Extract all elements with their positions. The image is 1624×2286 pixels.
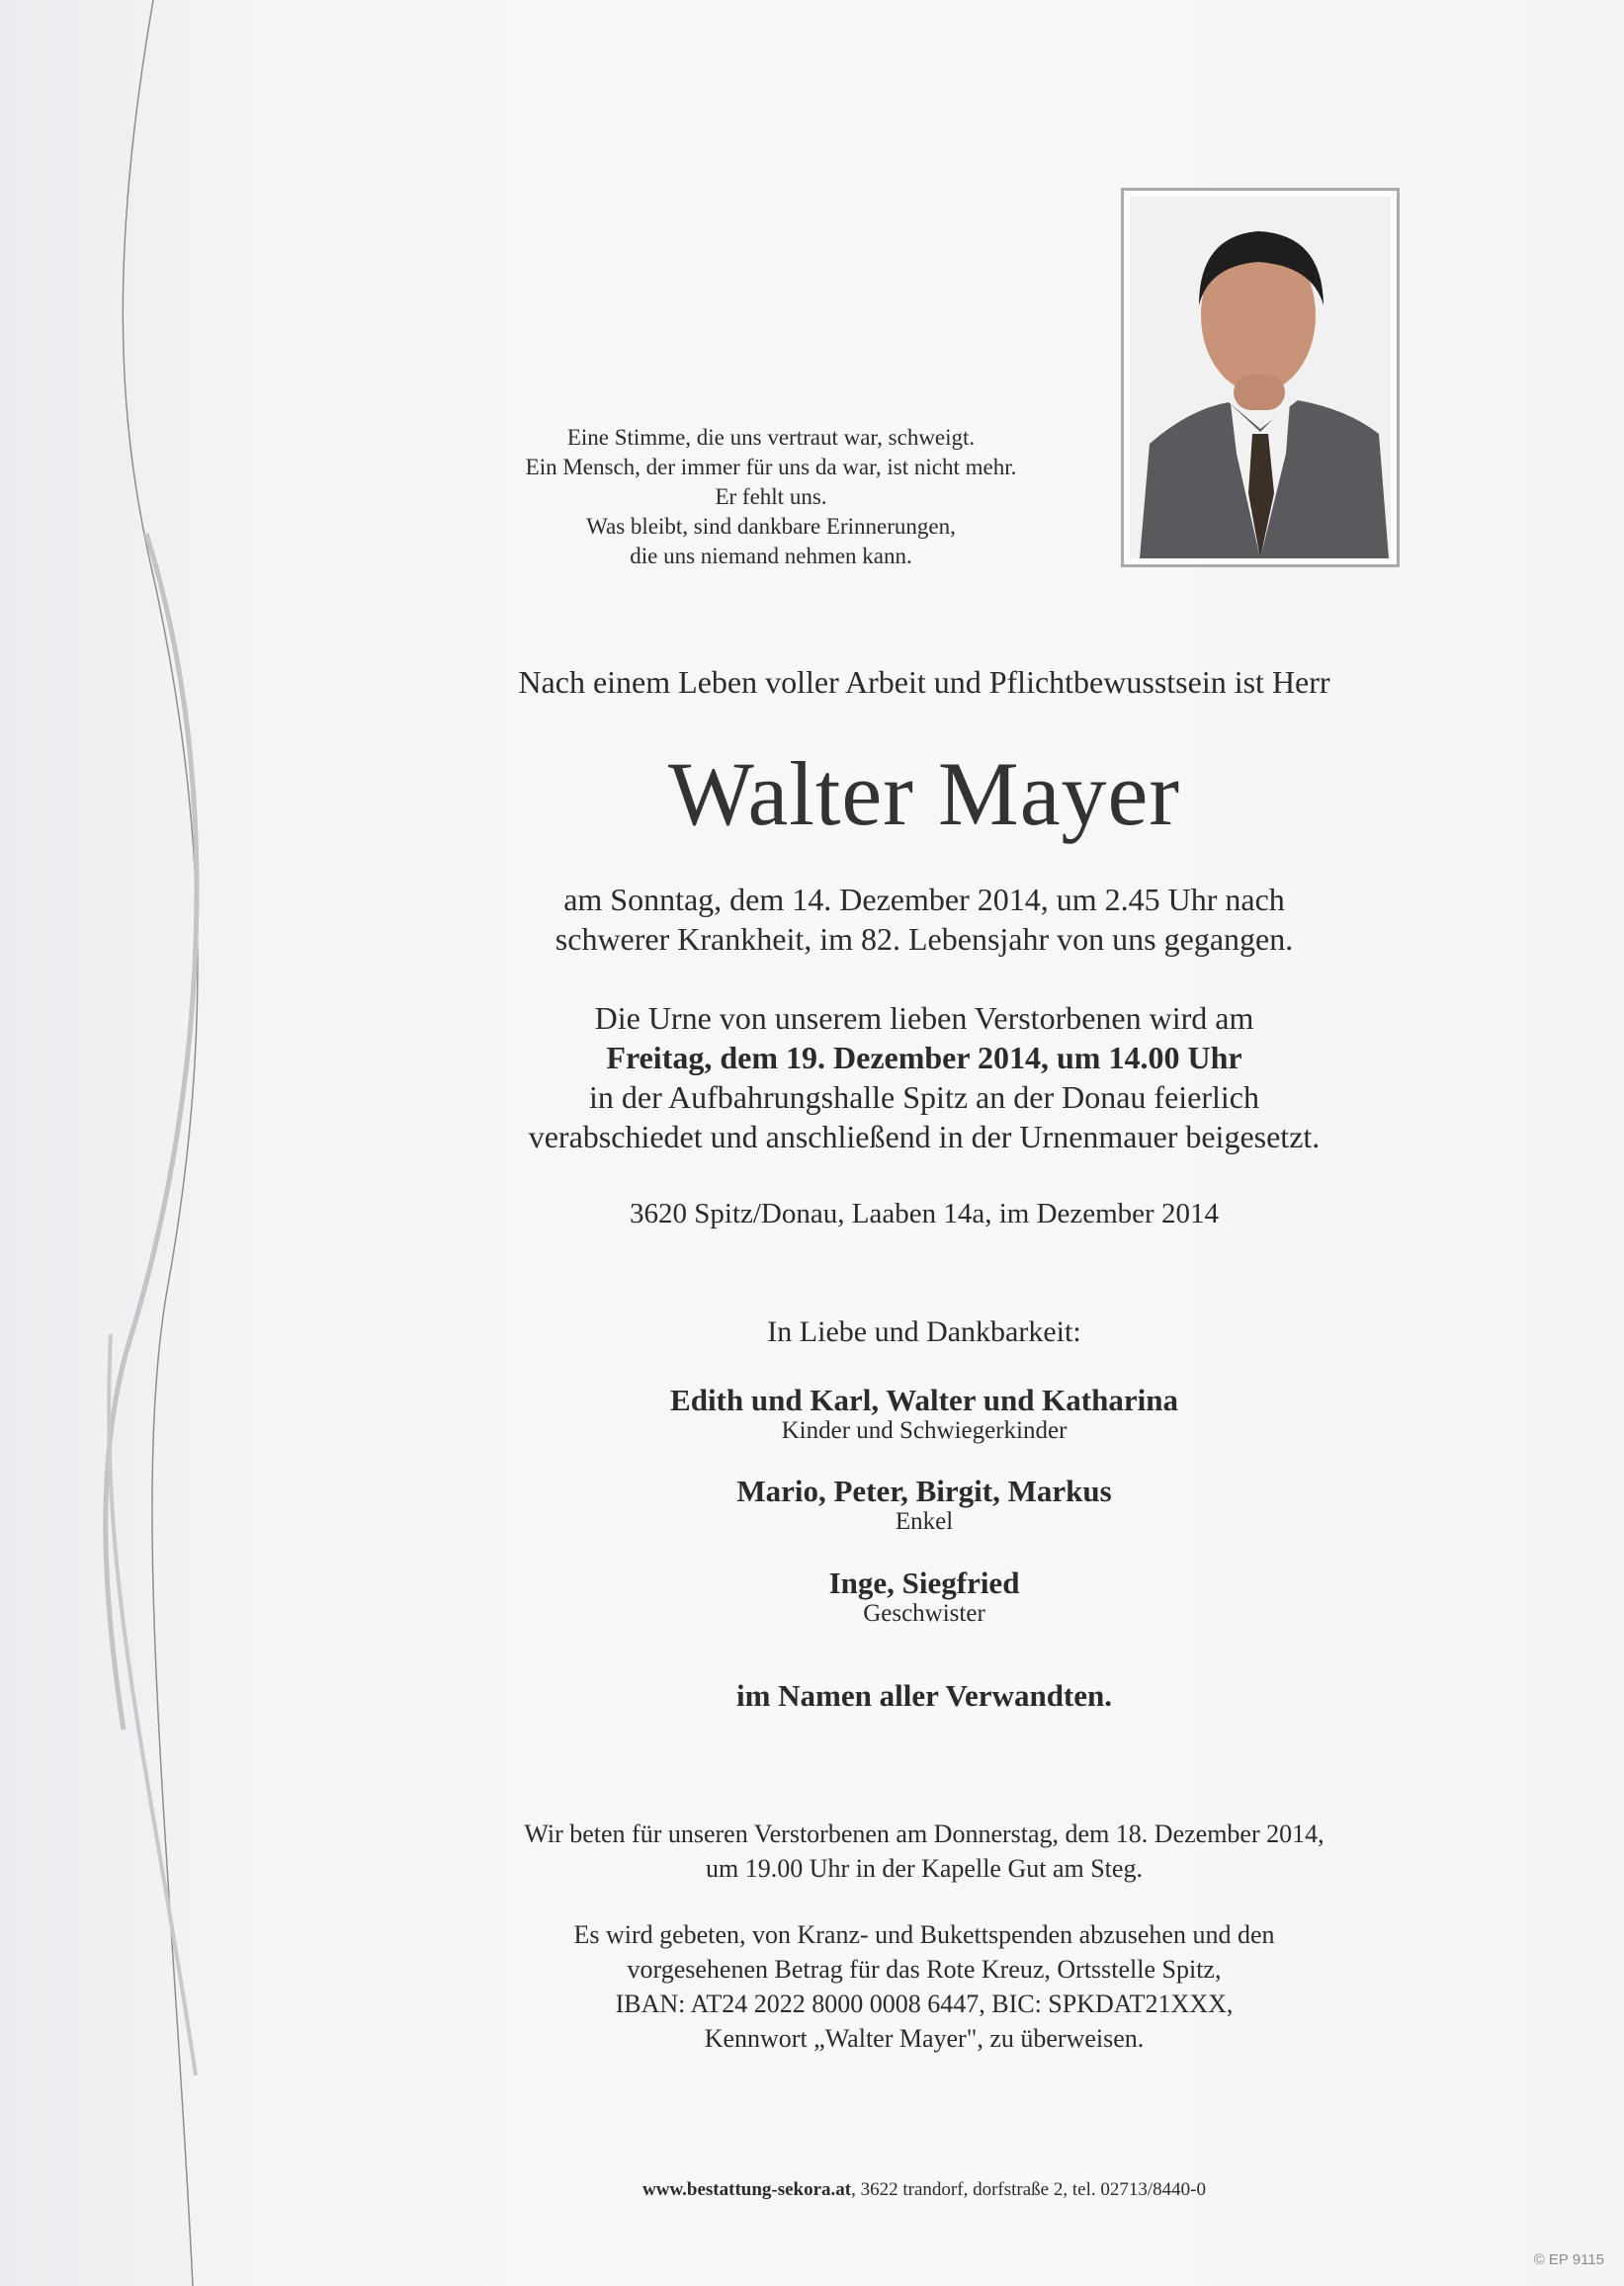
love-dedication: In Liebe und Dankbarkeit: xyxy=(767,1315,1081,1348)
family-names: Inge, Siegfried xyxy=(828,1566,1020,1600)
poem-line: Was bleibt, sind dankbare Erinnerungen, xyxy=(586,514,956,539)
donation-line-2: vorgesehenen Betrag für das Rote Kreuz, Ortsstelle Spitz, xyxy=(627,1955,1222,1984)
poem xyxy=(455,423,1087,571)
urn-line-4: verabschiedet und anschließend in der Urnenmauer beigesetzt. xyxy=(528,1119,1321,1154)
portrait-frame xyxy=(1121,188,1400,567)
family-role: Enkel xyxy=(895,1508,954,1535)
donation-notice xyxy=(435,1917,1413,2056)
urn-line-1: Die Urne von unserem lieben Verstorbenen wird am xyxy=(594,1000,1254,1036)
poem-line: Eine Stimme, die uns vertraut war, schweigt. xyxy=(566,425,976,450)
footer-website-link[interactable]: www.bestattung-sekora.at xyxy=(642,2179,852,2200)
family-group xyxy=(435,1475,1413,1536)
death-line-2: schwerer Krankheit, im 82. Lebensjahr von uns gegangen. xyxy=(555,921,1294,957)
donation-line-3: IBAN: AT24 2022 8000 0008 6447, BIC: SPKDAT21XXX, xyxy=(615,1990,1234,2018)
death-line-1: am Sonntag, dem 14. Dezember 2014, um 2.45 Uhr nach xyxy=(563,882,1285,917)
family-role: Geschwister xyxy=(863,1600,985,1627)
deceased-name: Walter Mayer xyxy=(668,743,1180,844)
poem-line: die uns niemand nehmen kann. xyxy=(630,544,912,568)
prayer-line-1: Wir beten für unseren Verstorbenen am Donnerstag, dem 18. Dezember 2014, xyxy=(524,1820,1325,1848)
footer-address: , 3622 trandorf, dorfstraße 2, tel. 02713/8440-0 xyxy=(851,2179,1206,2200)
donation-line-1: Es wird gebeten, von Kranz- und Bukettspenden abzusehen und den xyxy=(573,1920,1275,1949)
urn-ceremony xyxy=(435,998,1413,1156)
family-group xyxy=(435,1384,1413,1445)
prayer-notice xyxy=(435,1817,1413,1886)
death-notice xyxy=(435,880,1413,959)
portrait-photo xyxy=(1130,197,1391,558)
place-date: 3620 Spitz/Donau, Laaben 14a, im Dezember 2014 xyxy=(630,1198,1219,1229)
urn-line-3: in der Aufbahrungshalle Spitz an der Donau feierlich xyxy=(589,1079,1259,1115)
family-group xyxy=(435,1566,1413,1628)
family-names: Edith und Karl, Walter und Katharina xyxy=(670,1383,1178,1417)
urn-date: Freitag, dem 19. Dezember 2014, um 14.00 Uhr xyxy=(606,1040,1242,1075)
family-names: Mario, Peter, Birgit, Markus xyxy=(736,1474,1112,1508)
document-code: © EP 9115 xyxy=(1533,2251,1604,2268)
closing-line: im Namen aller Verwandten. xyxy=(735,1678,1113,1713)
family-role: Kinder und Schwiegerkinder xyxy=(781,1417,1068,1444)
footer xyxy=(435,2176,1413,2204)
poem-line: Er fehlt uns. xyxy=(715,484,827,509)
poem-line: Ein Mensch, der immer für uns da war, ist nicht mehr. xyxy=(525,455,1017,479)
intro-text: Nach einem Leben voller Arbeit und Pflichtbewusstsein ist Herr xyxy=(518,664,1330,700)
donation-line-4: Kennwort „Walter Mayer", zu überweisen. xyxy=(704,2024,1145,2053)
prayer-line-2: um 19.00 Uhr in der Kapelle Gut am Steg. xyxy=(706,1854,1143,1883)
